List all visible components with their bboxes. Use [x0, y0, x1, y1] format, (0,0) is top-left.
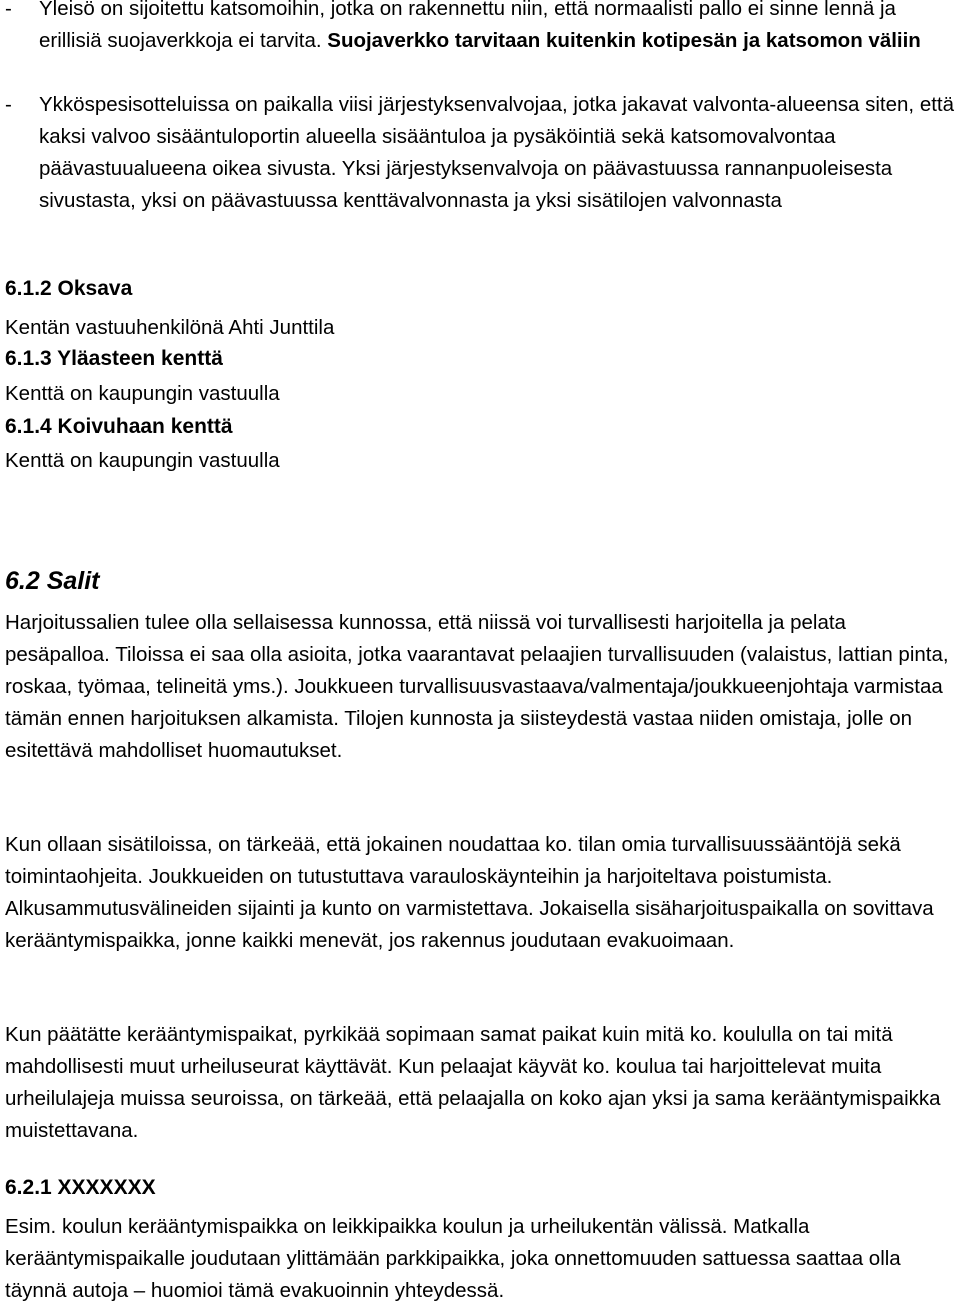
bullet-item-security-guards — [5, 89, 955, 217]
bullet-text — [39, 0, 955, 57]
bullet-dash: - — [5, 0, 12, 20]
bullet-dash: - — [5, 93, 12, 116]
section-heading-6-1-3: 6.1.3 Yläasteen kenttä — [5, 347, 223, 370]
section-heading-6-2: 6.2 Salit — [5, 567, 100, 595]
bullet-text-regular: Yleisö on sijoitettu katsomoihin, jotka on rakennettu niin, että normaalisti pallo ei sinne lennä ja erillisiä suojaverkkoja ei tarvita. — [39, 0, 896, 52]
section-heading-6-1-2: 6.1.2 Oksava — [5, 277, 133, 300]
paragraph-gym-conditions: Harjoitussalien tulee olla sellaisessa kunnossa, että niissä voi turvallisesti harjoitella ja pelata pesäpalloa. Tiloissa ei saa olla asioita, jotka vaarantavat pelaajien turvallisuuden (valaistus, lattian pinta, roskaa, työmaa, telineitä yms.). Joukkueen turvallisuusvastaava/valmentaja/joukkueenjohtaja varmistaa tämän ennen harjoituksen alkamista. Tilojen kunnosta ja siisteydestä vastaa niiden omistaja, jolle on esitettävä mahdolliset huomautukset. — [5, 611, 949, 762]
bullet-item-audience — [5, 0, 955, 57]
bullet-text: Ykköspesisotteluissa on paikalla viisi järjestyksenvalvojaa, jotka jakavat valvonta-alueensa siten, että kaksi valvoo sisääntuloportin alueella sisääntuloa ja pysäköintiä sekä katsomovalvontaa päävastuualueena oikea sivusta. Yksi järjestyksenvalvoja on päävastuussa rannanpuoleisesta sivustasta, yksi on päävastuussa kenttävalvonnasta ja yksi sisätilojen valvonnasta — [39, 93, 955, 212]
paragraph-example-assembly: Esim. koulun kerääntymispaikka on leikkipaikka koulun ja urheilukentän välissä. Matkalla kerääntymispaikalle joudutaan ylittämään parkkipaikka, joka onnettomuuden sattuessa saattaa olla täynnä autoja – huomioi tämä evakuoinnin yhteydessä. — [5, 1215, 901, 1302]
section-heading-6-1-4: 6.1.4 Koivuhaan kenttä — [5, 415, 233, 438]
paragraph-indoor-rules: Kun ollaan sisätiloissa, on tärkeää, että jokainen noudattaa ko. tilan omia turvallisuussääntöjä sekä toimintaohjeita. Joukkueiden on tutustuttava varauloskäynteihin ja harjoiteltava poistumista. Alkusammutusvälineiden sijainti ja kunto on varmistettava. Jokaisella sisäharjoituspaikalla on sovittava kerääntymispaikka, jonne kaikki menevät, jos rakennus joudutaan evakuoimaan. — [5, 833, 934, 952]
paragraph-assembly-points: Kun päätätte kerääntymispaikat, pyrkikää sopimaan samat paikat kuin mitä ko. koululla on tai mitä mahdollisesti muut urheiluseurat käyttävät. Kun pelaajat käyvät ko. koulua tai harjoittelevat muita urheilulajeja muissa seuroissa, on tärkeää, että pelaajalla on koko ajan yksi ja sama kerääntymispaikka muistettavana. — [5, 1023, 941, 1142]
section-text-6-1-3: Kenttä on kaupungin vastuulla — [5, 382, 280, 405]
section-text-6-1-2: Kentän vastuuhenkilönä Ahti Junttila — [5, 316, 335, 339]
bullet-text-bold: Suojaverkko tarvitaan kuitenkin kotipesän ja katsomon väliin — [327, 29, 921, 52]
section-heading-6-2-1: 6.2.1 XXXXXXX — [5, 1176, 156, 1199]
section-text-6-1-4: Kenttä on kaupungin vastuulla — [5, 449, 280, 472]
